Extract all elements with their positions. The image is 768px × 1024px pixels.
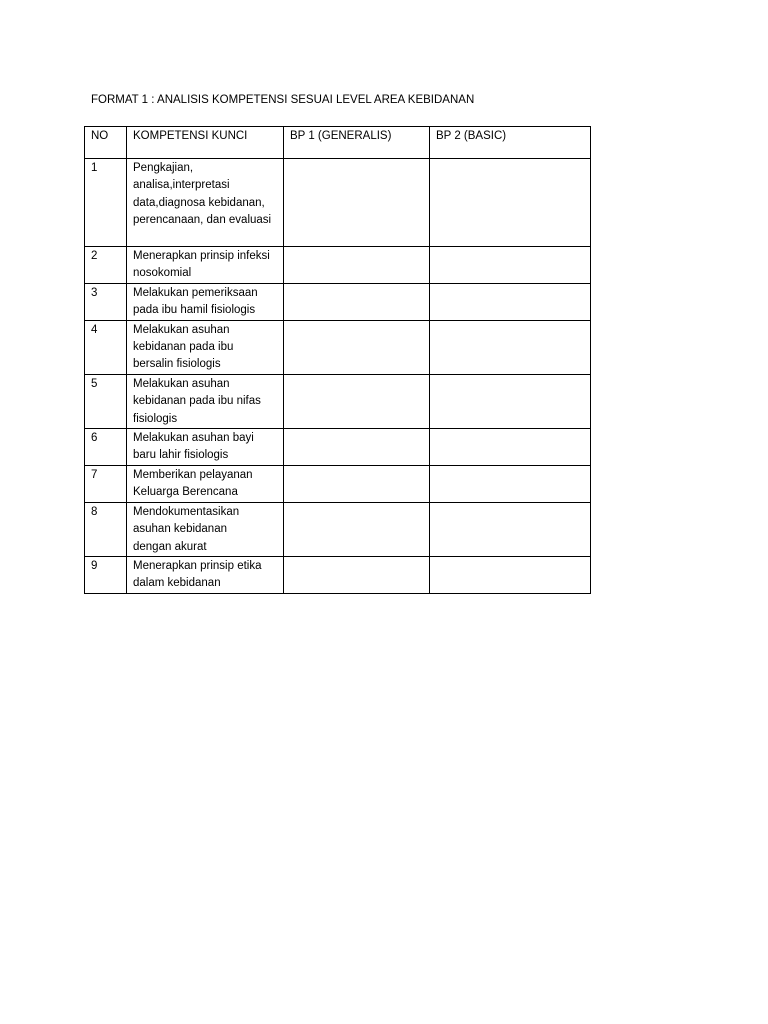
kompetensi-text: Mendokumentasikan asuhan kebidanan dengan akurat <box>133 505 240 553</box>
cell-no: 9 <box>85 556 127 593</box>
cell-kompetensi <box>127 374 284 428</box>
cell-no: 2 <box>85 247 127 284</box>
cell-bp1 <box>284 320 430 374</box>
kompetensi-text: Melakukan pemeriksaan pada ibu hamil fisiologis <box>133 286 258 317</box>
kompetensi-text: Menerapkan prinsip infeksi nosokomial <box>133 250 270 280</box>
cell-bp2 <box>430 465 591 502</box>
cell-no: 3 <box>85 283 127 320</box>
kompetensi-text: Melakukan asuhan bayi baru lahir fisiologis <box>133 432 254 462</box>
cell-kompetensi <box>127 465 284 502</box>
table-row <box>85 429 591 466</box>
competency-table <box>84 126 591 594</box>
cell-kompetensi <box>127 320 284 374</box>
cell-bp1 <box>284 159 430 247</box>
cell-kompetensi <box>127 429 284 466</box>
table-row <box>85 283 591 320</box>
table-body <box>85 159 591 594</box>
kompetensi-text: Memberikan pelayanan Keluarga Berencana <box>133 468 253 499</box>
cell-kompetensi <box>127 283 284 320</box>
header-bp1-generalis: BP 1 (GENERALIS) <box>284 127 430 159</box>
table-row <box>85 320 591 374</box>
header-bp2-basic: BP 2 (BASIC) <box>430 127 591 159</box>
cell-bp2 <box>430 283 591 320</box>
cell-kompetensi <box>127 159 284 247</box>
table-row <box>85 502 591 556</box>
cell-bp2 <box>430 374 591 428</box>
kompetensi-text: Menerapkan prinsip etika dalam kebidanan <box>133 559 262 590</box>
table-row <box>85 374 591 428</box>
cell-kompetensi <box>127 556 284 593</box>
cell-bp1 <box>284 556 430 593</box>
cell-bp1 <box>284 247 430 284</box>
cell-bp1 <box>284 429 430 466</box>
cell-bp1 <box>284 283 430 320</box>
header-kompetensi-kunci: KOMPETENSI KUNCI <box>127 127 284 159</box>
kompetensi-text: Pengkajian, analisa,interpretasi data,diagnosa kebidanan, perencanaan, dan evaluasi <box>133 162 272 227</box>
table-header <box>85 127 591 159</box>
cell-no: 1 <box>85 159 127 247</box>
document-title: FORMAT 1 : ANALISIS KOMPETENSI SESUAI LEVEL AREA KEBIDANAN <box>91 94 475 106</box>
cell-no: 8 <box>85 502 127 556</box>
cell-bp2 <box>430 247 591 284</box>
cell-bp2 <box>430 429 591 466</box>
cell-no: 4 <box>85 320 127 374</box>
cell-bp2 <box>430 320 591 374</box>
table-row <box>85 159 591 247</box>
header-no: NO <box>85 127 127 159</box>
cell-no: 5 <box>85 374 127 428</box>
kompetensi-text: Melakukan asuhan kebidanan pada ibu bersalin fisiologis <box>133 323 234 371</box>
table-row <box>85 465 591 502</box>
header-row <box>85 127 591 159</box>
cell-bp2 <box>430 502 591 556</box>
table-row <box>85 556 591 593</box>
table-row <box>85 247 591 284</box>
cell-kompetensi <box>127 502 284 556</box>
cell-bp1 <box>284 502 430 556</box>
cell-no: 6 <box>85 429 127 466</box>
cell-bp1 <box>284 465 430 502</box>
cell-bp2 <box>430 556 591 593</box>
cell-kompetensi <box>127 247 284 284</box>
cell-no: 7 <box>85 465 127 502</box>
kompetensi-text: Melakukan asuhan kebidanan pada ibu nifas fisiologis <box>133 377 261 425</box>
cell-bp1 <box>284 374 430 428</box>
cell-bp2 <box>430 159 591 247</box>
